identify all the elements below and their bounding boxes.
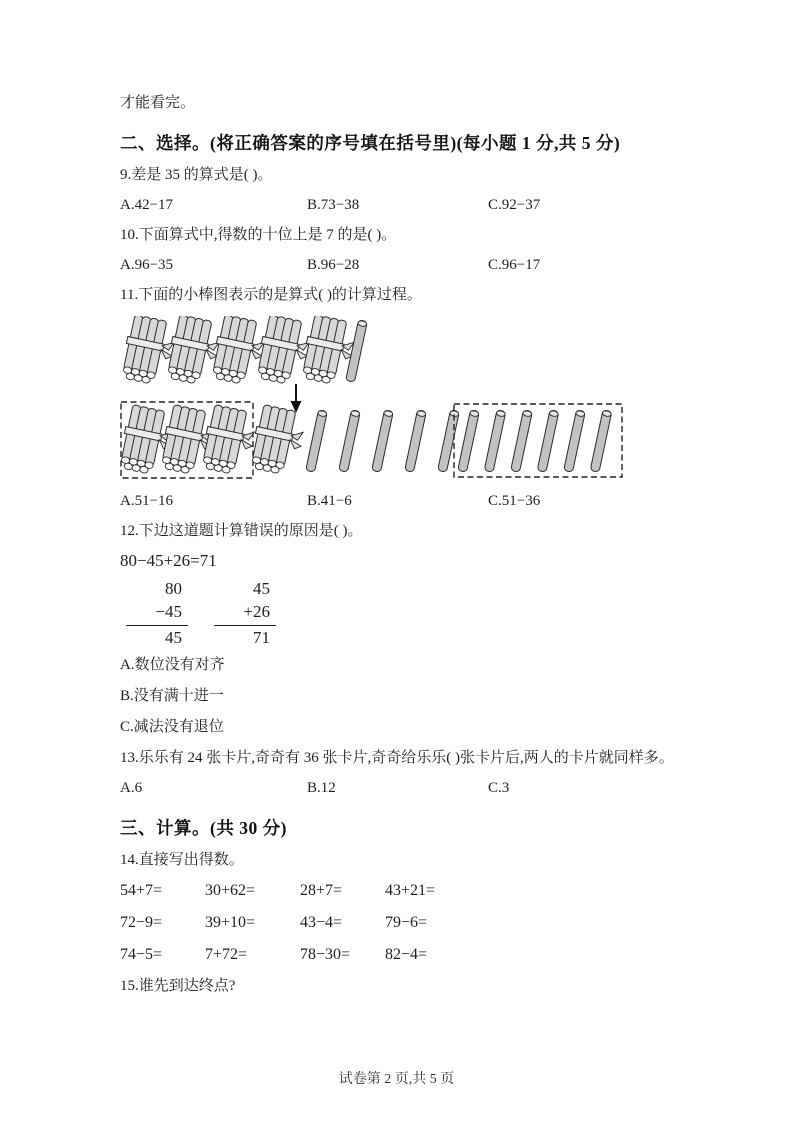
q12-option-b: B.没有满十进一	[120, 688, 224, 704]
vcalc-result: 71	[253, 628, 270, 647]
calc-item: 72−9=	[120, 914, 163, 931]
vcalc-operation: +26	[214, 600, 276, 626]
question-12-options	[120, 650, 676, 743]
q12-option-c: C.减法没有退位	[120, 719, 224, 735]
q12-vertical-calc	[120, 578, 676, 650]
section-choice-title: 二、选择。(将正确答案的序号填在括号里)(每小题 1 分,共 5 分)	[120, 133, 621, 153]
calc-item: 82−4=	[385, 946, 428, 963]
q12-option-a: A.数位没有对齐	[120, 657, 225, 673]
section-calc-title: 三、计算。(共 30 分)	[120, 818, 287, 838]
continuation-text: 才能看完。	[120, 95, 196, 111]
question-14-text: 14.直接写出得数。	[120, 852, 244, 868]
q9-option-c: C.92−37	[488, 197, 541, 213]
calc-item: 74−5=	[120, 946, 163, 963]
q13-option-b: B.12	[307, 780, 336, 796]
vcalc-result: 45	[165, 628, 182, 647]
q10-option-a: A.96−35	[120, 257, 174, 273]
q11-option-b: B.41−6	[307, 493, 352, 509]
q13-option-c: C.3	[488, 780, 510, 796]
question-10-options	[120, 250, 676, 280]
calc-item: 39+10=	[205, 914, 256, 931]
q10-option-c: C.96−17	[488, 257, 541, 273]
vcalc-top: 80	[165, 579, 182, 598]
question-12-text: 12.下边这道题计算错误的原因是( )。	[120, 523, 363, 539]
question-13-options	[120, 773, 676, 803]
page-footer: 试卷第 2 页,共 5 页	[338, 1072, 455, 1087]
question-9-options	[120, 190, 676, 220]
calc-item: 43−4=	[300, 914, 343, 931]
q11-option-c: C.51−36	[488, 493, 541, 509]
q12-expression: 80−45+26=71	[120, 551, 217, 570]
calc-item: 30+62=	[205, 882, 256, 899]
q14-grid	[120, 875, 676, 971]
question-15-text: 15.谁先到达终点?	[120, 978, 236, 994]
q13-option-a: A.6	[120, 780, 143, 796]
question-10-text: 10.下面算式中,得数的十位上是 7 的是( )。	[120, 227, 397, 243]
q9-option-a: A.42−17	[120, 197, 174, 213]
question-11-text: 11.下面的小棒图表示的是算式( )的计算过程。	[120, 287, 422, 303]
calc-item: 43+21=	[385, 882, 436, 899]
page-content	[120, 0, 676, 1001]
question-9-text: 9.差是 35 的算式是( )。	[120, 167, 273, 183]
calc-item: 79−6=	[385, 914, 428, 931]
vcalc-operation: −45	[126, 600, 188, 626]
question-13-text: 13.乐乐有 24 张卡片,奇奇有 36 张卡片,奇奇给乐乐( )张卡片后,两人的卡片就同样多。	[120, 750, 674, 766]
q11-option-a: A.51−16	[120, 493, 174, 509]
calc-item: 54+7=	[120, 882, 163, 899]
question-11-options	[120, 486, 676, 516]
stick-diagram	[120, 316, 676, 486]
calc-item: 28+7=	[300, 882, 343, 899]
addition-column	[214, 578, 276, 650]
vcalc-top: 45	[253, 579, 270, 598]
q9-option-b: B.73−38	[307, 197, 360, 213]
calc-item: 78−30=	[300, 946, 351, 963]
subtraction-column	[126, 578, 188, 650]
calc-item: 7+72=	[205, 946, 248, 963]
q10-option-b: B.96−28	[307, 257, 360, 273]
